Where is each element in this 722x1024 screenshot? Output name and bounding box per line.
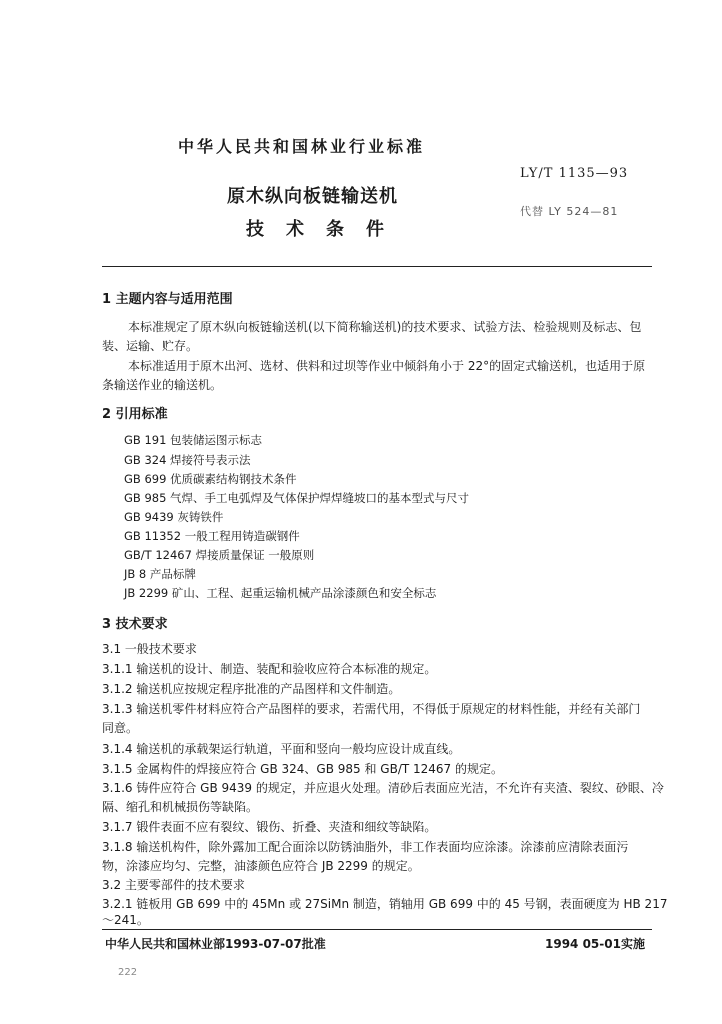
org-title: 中华人民共和国林业行业标准 bbox=[178, 137, 426, 156]
clause-line: ～241。 bbox=[102, 913, 149, 927]
reference-item: GB 191 包装储运图示标志 bbox=[124, 433, 263, 447]
clause-line: 同意。 bbox=[102, 721, 139, 735]
section1-p1-line1: 本标准规定了原木纵向板链输送机(以下简称输送机)的技术要求、试验方法、检验规则及标志、包 bbox=[128, 320, 642, 334]
reference-item: JB 8 产品标牌 bbox=[124, 567, 196, 581]
clause-line: 3.1.4 输送机的承载架运行轨道，平面和竖向一般均应设计成直线。 bbox=[102, 742, 461, 756]
section1-p2-line1: 本标准适用于原木出河、选材、供料和过坝等作业中倾斜角小于 22°的固定式输送机，也适用于原 bbox=[128, 359, 646, 373]
footer-rule bbox=[102, 929, 652, 930]
reference-item: GB 985 气焊、手工电弧焊及气体保护焊焊缝坡口的基本型式与尺寸 bbox=[124, 491, 470, 505]
approval-date: 中华人民共和国林业部1993-07-07批准 bbox=[105, 937, 326, 951]
reference-item: GB 699 优质碳素结构钢技术条件 bbox=[124, 472, 297, 486]
clause-line: 3.1.7 锻件表面不应有裂纹、锻伤、折叠、夹渣和细纹等缺陷。 bbox=[102, 820, 437, 834]
reference-item: JB 2299 矿山、工程、起重运输机械产品涂漆颜色和安全标志 bbox=[124, 586, 437, 600]
header-rule bbox=[102, 266, 652, 267]
clause-line: 物，涂漆应均匀、完整，油漆颜色应符合 JB 2299 的规定。 bbox=[102, 859, 420, 873]
section1-heading: 1 主题内容与适用范围 bbox=[102, 292, 233, 307]
clause-line: 隔、缩孔和机械损伤等缺陷。 bbox=[102, 800, 259, 814]
clause-line: 3.1.1 输送机的设计、制造、装配和验收应符合本标准的规定。 bbox=[102, 662, 437, 676]
clause-line: 3.1.5 金属构件的焊接应符合 GB 324、GB 985 和 GB/T 12467 的规定。 bbox=[102, 762, 503, 776]
clause-line: 3.1.8 输送机构件，除外露加工配合面涂以防锈油脂外，非工作表面均应涂漆。涂漆前应清除表面污 bbox=[102, 840, 629, 854]
reference-item: GB 324 焊接符号表示法 bbox=[124, 453, 251, 467]
clause-line: 3.1.3 输送机零件材料应符合产品图样的要求，若需代用，不得低于原规定的材料性能，并经有关部门 bbox=[102, 702, 641, 716]
reference-item: GB 11352 一般工程用铸造碳钢件 bbox=[124, 529, 300, 543]
document-title-line1: 原木纵向板链输送机 bbox=[227, 186, 398, 207]
clause-line: 3.1.2 输送机应按规定程序批准的产品图样和文件制造。 bbox=[102, 682, 401, 696]
section1-p1-line2: 装、运输、贮存。 bbox=[102, 339, 199, 353]
section2-heading: 2 引用标准 bbox=[102, 407, 168, 422]
replaces-note: 代替 LY 524—81 bbox=[520, 205, 619, 218]
clause-line: 3.1 一般技术要求 bbox=[102, 642, 197, 656]
page-number: 222 bbox=[118, 967, 138, 978]
document-title-line2: 技术条件 bbox=[246, 219, 406, 240]
clause-line: 3.2.1 链板用 GB 699 中的 45Mn 或 27SiMn 制造，销轴用 GB 699 中的 45 号钢，表面硬度为 HB 217 bbox=[102, 897, 668, 911]
reference-item: GB/T 12467 焊接质量保证 一般原则 bbox=[124, 548, 315, 562]
clause-line: 3.2 主要零部件的技术要求 bbox=[102, 878, 245, 892]
effective-date: 1994 05-01实施 bbox=[545, 937, 645, 951]
standard-code: LY/T 1135—93 bbox=[520, 166, 629, 181]
clause-line: 3.1.6 铸件应符合 GB 9439 的规定，并应退火处理。清砂后表面应光洁，不允许有夹渣、裂纹、砂眼、冷 bbox=[102, 781, 664, 795]
section1-p2-line2: 条输送作业的输送机。 bbox=[102, 378, 223, 392]
reference-item: GB 9439 灰铸铁件 bbox=[124, 510, 224, 524]
section3-heading: 3 技术要求 bbox=[102, 617, 168, 632]
